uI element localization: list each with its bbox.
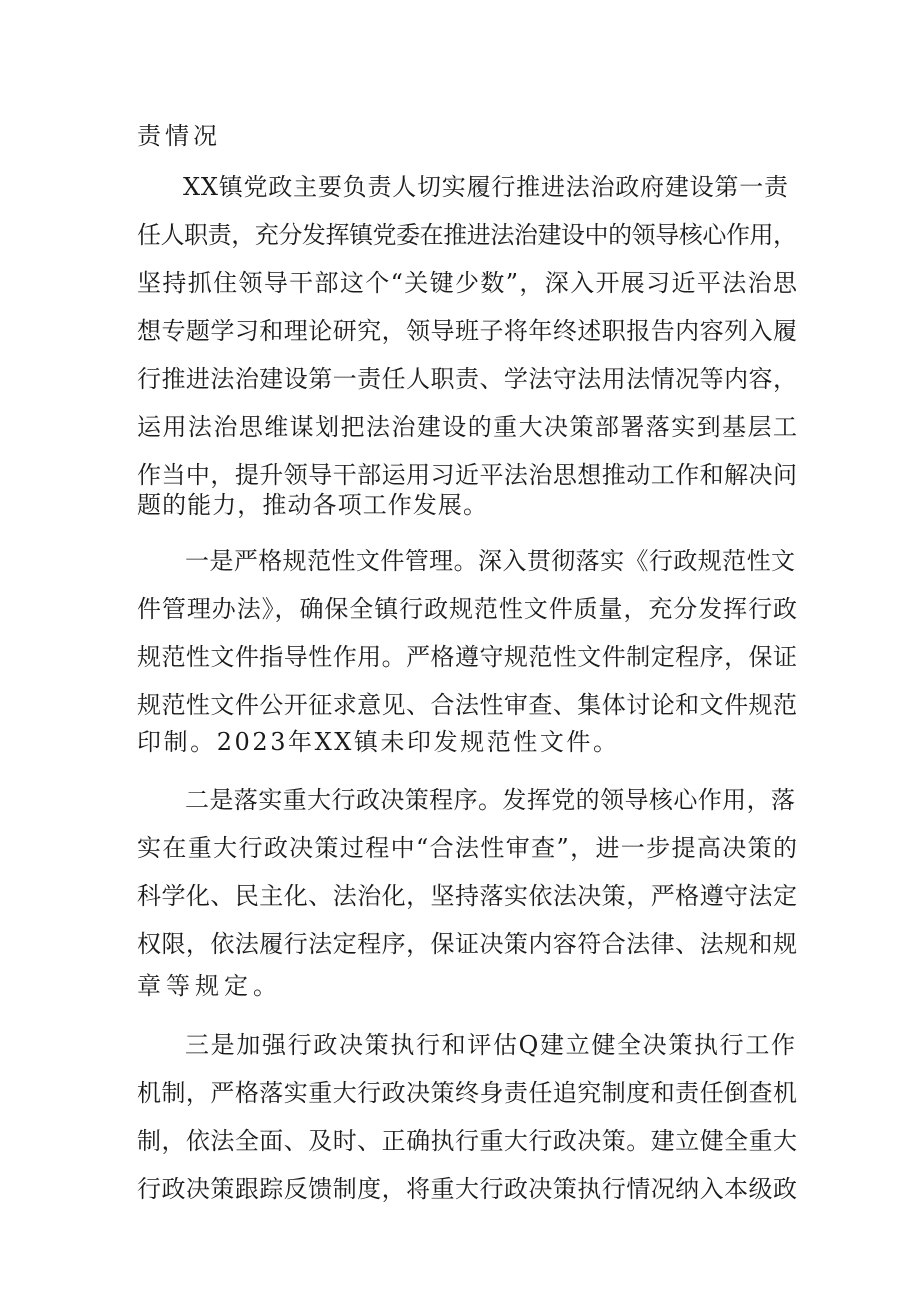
text-line: 科学化、民主化、法治化，坚持落实依法决策，严格遵守法定 xyxy=(137,882,798,910)
text-line: 行政决策跟踪反馈制度，将重大行政决策执行情况纳入本级政 xyxy=(137,1175,798,1203)
text-line: XX镇党政主要负责人切实履行推进法治政府建设第一责 xyxy=(183,173,789,201)
text-line: 任人职责，充分发挥镇党委在推进法治建设中的领导核心作用， xyxy=(137,221,797,249)
text-line: 机制，严格落实重大行政决策终身责任追究制度和责任倒查机 xyxy=(137,1079,798,1107)
text-line: 权限，依法履行法定程序，保证决策内容符合法律、法规和规 xyxy=(137,930,798,958)
text-line: 行推进法治建设第一责任人职责、学法守法用法情况等内容， xyxy=(137,365,798,393)
text-line: 坚持抓住领导干部这个“关键少数”，深入开展习近平法治思 xyxy=(137,269,799,297)
text-line: 想专题学习和理论研究，领导班子将年终述职报告内容列入履 xyxy=(137,317,798,345)
text-line: 章等规定。 xyxy=(137,972,282,1000)
text-line: 二是落实重大行政决策程序。发挥党的领导核心作用，落 xyxy=(185,786,796,814)
text-line: 实在重大行政决策过程中“合法性审查”，进一步提高决策的 xyxy=(137,834,799,862)
text-line: 制，依法全面、及时、正确执行重大行政决策。建立健全重大 xyxy=(137,1127,798,1155)
continuation-line: 责情况 xyxy=(137,122,221,150)
text-line: 运用法治思维谋划把法治建设的重大决策部署落实到基层工 xyxy=(137,413,799,441)
text-line: 件管理办法》，确保全镇行政规范性文件质量，充分发挥行政 xyxy=(137,595,798,623)
text-line: 规范性文件公开征求意见、合法性审查、集体讨论和文件规范 xyxy=(137,691,798,719)
text-line: 印制。2023年XX镇未印发规范性文件。 xyxy=(137,728,620,756)
text-line: 规范性文件指导性作用。严格遵守规范性文件制定程序，保证 xyxy=(137,643,798,671)
text-line: 作当中，提升领导干部运用习近平法治思想推动工作和解决问 xyxy=(137,461,798,489)
text-line: 一是严格规范性文件管理。深入贯彻落实《行政规范性文 xyxy=(185,547,796,575)
text-line: 三是加强行政决策执行和评估Q建立健全决策执行工作 xyxy=(185,1031,797,1059)
text-line: 题的能力，推动各项工作发展。 xyxy=(137,491,489,519)
